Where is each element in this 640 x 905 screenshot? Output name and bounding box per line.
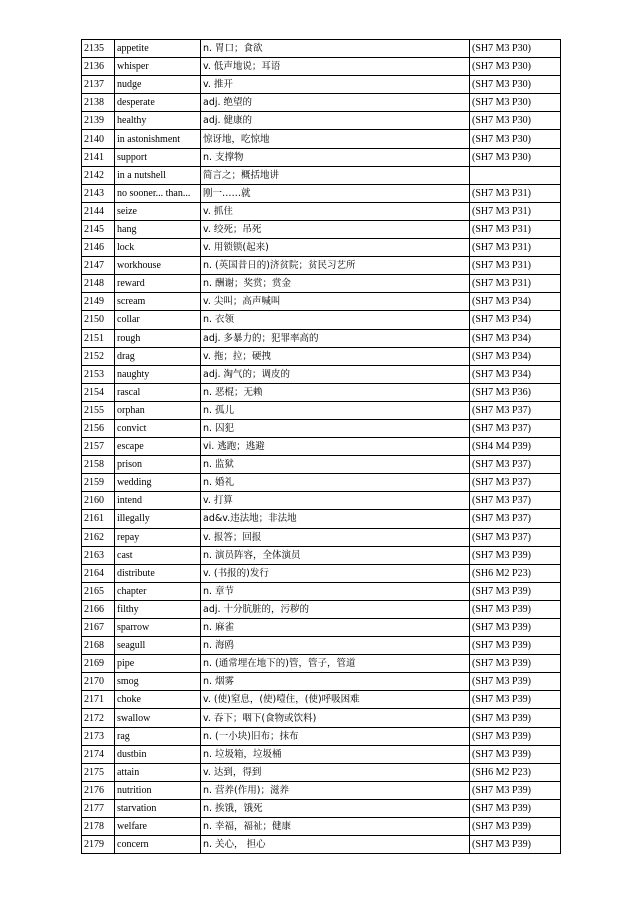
entry-word-cell: escape bbox=[115, 438, 201, 456]
entry-source-cell: (SH7 M3 P31) bbox=[470, 257, 561, 275]
entry-word-cell: starvation bbox=[115, 799, 201, 817]
entry-word-cell: chapter bbox=[115, 582, 201, 600]
entry-definition-cell: n. 婚礼 bbox=[201, 474, 470, 492]
entry-definition-cell: vi. 逃跑；逃避 bbox=[201, 438, 470, 456]
entry-source-cell: (SH7 M3 P30) bbox=[470, 112, 561, 130]
entry-source-cell: (SH7 M3 P39) bbox=[470, 818, 561, 836]
entry-definition-cell: v. (使)窒息，(使)噎住，(使)呼吸困难 bbox=[201, 691, 470, 709]
entry-number-cell: 2148 bbox=[82, 275, 115, 293]
entry-definition-cell: n. 孤儿 bbox=[201, 401, 470, 419]
table-row bbox=[82, 293, 561, 311]
table-row bbox=[82, 691, 561, 709]
entry-definition-cell: n. 挨饿，饿死 bbox=[201, 799, 470, 817]
entry-source-cell: (SH7 M3 P39) bbox=[470, 637, 561, 655]
entry-number-cell: 2159 bbox=[82, 474, 115, 492]
entry-word-cell: naughty bbox=[115, 365, 201, 383]
entry-number-cell: 2142 bbox=[82, 166, 115, 184]
entry-number-cell: 2146 bbox=[82, 239, 115, 257]
table-row bbox=[82, 148, 561, 166]
entry-number-cell: 2156 bbox=[82, 419, 115, 437]
entry-number-cell: 2141 bbox=[82, 148, 115, 166]
entry-word-cell: nudge bbox=[115, 76, 201, 94]
entry-definition-cell: v. 尖叫；高声喊叫 bbox=[201, 293, 470, 311]
entry-source-cell: (SH7 M3 P30) bbox=[470, 76, 561, 94]
entry-number-cell: 2158 bbox=[82, 456, 115, 474]
table-row bbox=[82, 438, 561, 456]
entry-number-cell: 2137 bbox=[82, 76, 115, 94]
table-row bbox=[82, 112, 561, 130]
entry-number-cell: 2154 bbox=[82, 383, 115, 401]
entry-definition-cell: ad&v.违法地；非法地 bbox=[201, 510, 470, 528]
entry-source-cell: (SH7 M3 P39) bbox=[470, 691, 561, 709]
entry-word-cell: lock bbox=[115, 239, 201, 257]
table-row bbox=[82, 130, 561, 148]
entry-number-cell: 2167 bbox=[82, 619, 115, 637]
entry-source-cell: (SH7 M3 P37) bbox=[470, 456, 561, 474]
entry-definition-cell: v. 吞下；咽下(食物或饮料) bbox=[201, 709, 470, 727]
entry-word-cell: rough bbox=[115, 329, 201, 347]
table-row bbox=[82, 799, 561, 817]
entry-definition-cell: n. (英国昔日的)济贫院；贫民习艺所 bbox=[201, 257, 470, 275]
entry-source-cell: (SH7 M3 P30) bbox=[470, 130, 561, 148]
table-row bbox=[82, 329, 561, 347]
entry-definition-cell: n. (一小块)旧布；抹布 bbox=[201, 727, 470, 745]
table-row bbox=[82, 474, 561, 492]
entry-number-cell: 2153 bbox=[82, 365, 115, 383]
entry-number-cell: 2145 bbox=[82, 220, 115, 238]
entry-definition-cell: v. 打算 bbox=[201, 492, 470, 510]
entry-word-cell: distribute bbox=[115, 564, 201, 582]
entry-word-cell: choke bbox=[115, 691, 201, 709]
table-row bbox=[82, 311, 561, 329]
table-row bbox=[82, 836, 561, 854]
entry-word-cell: nutrition bbox=[115, 781, 201, 799]
table-row bbox=[82, 239, 561, 257]
entry-source-cell: (SH7 M3 P34) bbox=[470, 329, 561, 347]
entry-word-cell: workhouse bbox=[115, 257, 201, 275]
entry-definition-cell: n. 演员阵容，全体演员 bbox=[201, 546, 470, 564]
entry-source-cell: (SH7 M3 P39) bbox=[470, 799, 561, 817]
entry-word-cell: orphan bbox=[115, 401, 201, 419]
vocabulary-table bbox=[81, 39, 561, 854]
entry-word-cell: in astonishment bbox=[115, 130, 201, 148]
table-row bbox=[82, 582, 561, 600]
entry-source-cell bbox=[470, 166, 561, 184]
entry-number-cell: 2179 bbox=[82, 836, 115, 854]
entry-definition-cell: adj. 多暴力的；犯罪率高的 bbox=[201, 329, 470, 347]
entry-number-cell: 2135 bbox=[82, 40, 115, 58]
table-row bbox=[82, 456, 561, 474]
entry-word-cell: dustbin bbox=[115, 745, 201, 763]
table-row bbox=[82, 220, 561, 238]
entry-source-cell: (SH6 M2 P23) bbox=[470, 763, 561, 781]
entry-number-cell: 2163 bbox=[82, 546, 115, 564]
entry-number-cell: 2174 bbox=[82, 745, 115, 763]
entry-source-cell: (SH7 M3 P39) bbox=[470, 836, 561, 854]
entry-definition-cell: n. 关心， 担心 bbox=[201, 836, 470, 854]
entry-word-cell: concern bbox=[115, 836, 201, 854]
entry-number-cell: 2149 bbox=[82, 293, 115, 311]
entry-word-cell: convict bbox=[115, 419, 201, 437]
entry-source-cell: (SH7 M3 P31) bbox=[470, 239, 561, 257]
entry-number-cell: 2164 bbox=[82, 564, 115, 582]
vocabulary-table-body bbox=[82, 40, 561, 854]
entry-number-cell: 2166 bbox=[82, 600, 115, 618]
entry-number-cell: 2170 bbox=[82, 673, 115, 691]
table-row bbox=[82, 745, 561, 763]
entry-source-cell: (SH7 M3 P30) bbox=[470, 58, 561, 76]
entry-source-cell: (SH7 M3 P39) bbox=[470, 727, 561, 745]
entry-word-cell: rag bbox=[115, 727, 201, 745]
table-row bbox=[82, 818, 561, 836]
entry-number-cell: 2150 bbox=[82, 311, 115, 329]
table-row bbox=[82, 184, 561, 202]
entry-number-cell: 2168 bbox=[82, 637, 115, 655]
entry-word-cell: intend bbox=[115, 492, 201, 510]
entry-source-cell: (SH7 M3 P39) bbox=[470, 582, 561, 600]
entry-definition-cell: v. (书报的)发行 bbox=[201, 564, 470, 582]
table-row bbox=[82, 401, 561, 419]
entry-number-cell: 2157 bbox=[82, 438, 115, 456]
entry-source-cell: (SH7 M3 P39) bbox=[470, 600, 561, 618]
entry-source-cell: (SH7 M3 P30) bbox=[470, 148, 561, 166]
entry-word-cell: filthy bbox=[115, 600, 201, 618]
entry-source-cell: (SH6 M2 P23) bbox=[470, 564, 561, 582]
entry-source-cell: (SH7 M3 P37) bbox=[470, 528, 561, 546]
entry-source-cell: (SH7 M3 P34) bbox=[470, 293, 561, 311]
table-row bbox=[82, 781, 561, 799]
table-row bbox=[82, 365, 561, 383]
entry-number-cell: 2161 bbox=[82, 510, 115, 528]
entry-number-cell: 2169 bbox=[82, 655, 115, 673]
entry-word-cell: hang bbox=[115, 220, 201, 238]
entry-definition-cell: n. 幸福，福祉；健康 bbox=[201, 818, 470, 836]
table-row bbox=[82, 76, 561, 94]
entry-definition-cell: n. 囚犯 bbox=[201, 419, 470, 437]
entry-word-cell: wedding bbox=[115, 474, 201, 492]
entry-definition-cell: 惊讶地，吃惊地 bbox=[201, 130, 470, 148]
entry-number-cell: 2140 bbox=[82, 130, 115, 148]
entry-source-cell: (SH7 M3 P31) bbox=[470, 275, 561, 293]
entry-definition-cell: n. 烟雾 bbox=[201, 673, 470, 691]
entry-word-cell: cast bbox=[115, 546, 201, 564]
entry-source-cell: (SH7 M3 P37) bbox=[470, 492, 561, 510]
entry-number-cell: 2139 bbox=[82, 112, 115, 130]
entry-number-cell: 2144 bbox=[82, 202, 115, 220]
entry-word-cell: whisper bbox=[115, 58, 201, 76]
table-row bbox=[82, 419, 561, 437]
entry-definition-cell: n. 麻雀 bbox=[201, 619, 470, 637]
entry-source-cell: (SH7 M3 P37) bbox=[470, 474, 561, 492]
entry-word-cell: support bbox=[115, 148, 201, 166]
table-row bbox=[82, 275, 561, 293]
entry-definition-cell: v. 用锁锁(起来) bbox=[201, 239, 470, 257]
entry-source-cell: (SH7 M3 P34) bbox=[470, 365, 561, 383]
entry-number-cell: 2175 bbox=[82, 763, 115, 781]
entry-word-cell: repay bbox=[115, 528, 201, 546]
entry-definition-cell: n. (通常埋在地下的)管，管子，管道 bbox=[201, 655, 470, 673]
entry-source-cell: (SH7 M3 P34) bbox=[470, 347, 561, 365]
table-row bbox=[82, 600, 561, 618]
entry-definition-cell: adj. 健康的 bbox=[201, 112, 470, 130]
entry-source-cell: (SH7 M3 P39) bbox=[470, 781, 561, 799]
entry-source-cell: (SH7 M3 P39) bbox=[470, 745, 561, 763]
entry-source-cell: (SH7 M3 P39) bbox=[470, 546, 561, 564]
entry-source-cell: (SH7 M3 P39) bbox=[470, 619, 561, 637]
entry-definition-cell: n. 支撑物 bbox=[201, 148, 470, 166]
entry-source-cell: (SH7 M3 P30) bbox=[470, 94, 561, 112]
entry-word-cell: no sooner... than... bbox=[115, 184, 201, 202]
table-row bbox=[82, 58, 561, 76]
entry-definition-cell: v. 拖；拉；硬拽 bbox=[201, 347, 470, 365]
entry-number-cell: 2143 bbox=[82, 184, 115, 202]
entry-number-cell: 2152 bbox=[82, 347, 115, 365]
entry-number-cell: 2147 bbox=[82, 257, 115, 275]
entry-definition-cell: v. 报答；回报 bbox=[201, 528, 470, 546]
entry-source-cell: (SH7 M3 P39) bbox=[470, 709, 561, 727]
table-row bbox=[82, 655, 561, 673]
entry-word-cell: swallow bbox=[115, 709, 201, 727]
entry-number-cell: 2160 bbox=[82, 492, 115, 510]
entry-number-cell: 2177 bbox=[82, 799, 115, 817]
table-row bbox=[82, 383, 561, 401]
entry-definition-cell: 刚一……就 bbox=[201, 184, 470, 202]
entry-word-cell: scream bbox=[115, 293, 201, 311]
entry-word-cell: seize bbox=[115, 202, 201, 220]
entry-word-cell: prison bbox=[115, 456, 201, 474]
entry-number-cell: 2165 bbox=[82, 582, 115, 600]
entry-word-cell: welfare bbox=[115, 818, 201, 836]
entry-definition-cell: n. 章节 bbox=[201, 582, 470, 600]
entry-source-cell: (SH7 M3 P37) bbox=[470, 510, 561, 528]
entry-definition-cell: v. 抓住 bbox=[201, 202, 470, 220]
entry-number-cell: 2172 bbox=[82, 709, 115, 727]
entry-word-cell: reward bbox=[115, 275, 201, 293]
table-row bbox=[82, 709, 561, 727]
entry-word-cell: attain bbox=[115, 763, 201, 781]
entry-number-cell: 2151 bbox=[82, 329, 115, 347]
entry-word-cell: drag bbox=[115, 347, 201, 365]
entry-source-cell: (SH7 M3 P39) bbox=[470, 655, 561, 673]
entry-definition-cell: n. 胃口；食欲 bbox=[201, 40, 470, 58]
entry-source-cell: (SH7 M3 P30) bbox=[470, 40, 561, 58]
table-row bbox=[82, 40, 561, 58]
entry-definition-cell: n. 恶棍；无赖 bbox=[201, 383, 470, 401]
table-row bbox=[82, 763, 561, 781]
entry-definition-cell: v. 低声地说；耳语 bbox=[201, 58, 470, 76]
table-row bbox=[82, 166, 561, 184]
table-row bbox=[82, 94, 561, 112]
table-row bbox=[82, 564, 561, 582]
entry-number-cell: 2173 bbox=[82, 727, 115, 745]
entry-definition-cell: n. 海鸥 bbox=[201, 637, 470, 655]
entry-source-cell: (SH4 M4 P39) bbox=[470, 438, 561, 456]
entry-word-cell: rascal bbox=[115, 383, 201, 401]
table-row bbox=[82, 546, 561, 564]
table-row bbox=[82, 619, 561, 637]
entry-definition-cell: n. 营养(作用)；滋养 bbox=[201, 781, 470, 799]
table-row bbox=[82, 202, 561, 220]
entry-definition-cell: adj. 十分肮脏的，污秽的 bbox=[201, 600, 470, 618]
entry-source-cell: (SH7 M3 P39) bbox=[470, 673, 561, 691]
entry-number-cell: 2136 bbox=[82, 58, 115, 76]
entry-word-cell: smog bbox=[115, 673, 201, 691]
entry-number-cell: 2171 bbox=[82, 691, 115, 709]
table-row bbox=[82, 528, 561, 546]
entry-word-cell: seagull bbox=[115, 637, 201, 655]
entry-word-cell: appetite bbox=[115, 40, 201, 58]
table-row bbox=[82, 257, 561, 275]
entry-source-cell: (SH7 M3 P31) bbox=[470, 184, 561, 202]
table-row bbox=[82, 347, 561, 365]
entry-source-cell: (SH7 M3 P37) bbox=[470, 401, 561, 419]
entry-number-cell: 2138 bbox=[82, 94, 115, 112]
entry-number-cell: 2176 bbox=[82, 781, 115, 799]
table-row bbox=[82, 637, 561, 655]
entry-definition-cell: adj. 绝望的 bbox=[201, 94, 470, 112]
entry-definition-cell: n. 垃圾箱，垃圾桶 bbox=[201, 745, 470, 763]
entry-definition-cell: 简言之；概括地讲 bbox=[201, 166, 470, 184]
entry-definition-cell: adj. 淘气的；调皮的 bbox=[201, 365, 470, 383]
entry-definition-cell: n. 衣领 bbox=[201, 311, 470, 329]
table-row bbox=[82, 492, 561, 510]
table-row bbox=[82, 727, 561, 745]
entry-number-cell: 2162 bbox=[82, 528, 115, 546]
entry-source-cell: (SH7 M3 P31) bbox=[470, 202, 561, 220]
entry-word-cell: sparrow bbox=[115, 619, 201, 637]
entry-word-cell: desperate bbox=[115, 94, 201, 112]
entry-definition-cell: v. 绞死；吊死 bbox=[201, 220, 470, 238]
entry-word-cell: collar bbox=[115, 311, 201, 329]
entry-definition-cell: v. 推开 bbox=[201, 76, 470, 94]
entry-number-cell: 2155 bbox=[82, 401, 115, 419]
entry-number-cell: 2178 bbox=[82, 818, 115, 836]
entry-definition-cell: n. 监狱 bbox=[201, 456, 470, 474]
entry-word-cell: in a nutshell bbox=[115, 166, 201, 184]
entry-source-cell: (SH7 M3 P34) bbox=[470, 311, 561, 329]
entry-definition-cell: n. 酬谢；奖赏；赏金 bbox=[201, 275, 470, 293]
entry-definition-cell: v. 达到，得到 bbox=[201, 763, 470, 781]
entry-word-cell: illegally bbox=[115, 510, 201, 528]
entry-source-cell: (SH7 M3 P36) bbox=[470, 383, 561, 401]
entry-source-cell: (SH7 M3 P31) bbox=[470, 220, 561, 238]
entry-word-cell: pipe bbox=[115, 655, 201, 673]
entry-word-cell: healthy bbox=[115, 112, 201, 130]
table-row bbox=[82, 673, 561, 691]
table-row bbox=[82, 510, 561, 528]
entry-source-cell: (SH7 M3 P37) bbox=[470, 419, 561, 437]
